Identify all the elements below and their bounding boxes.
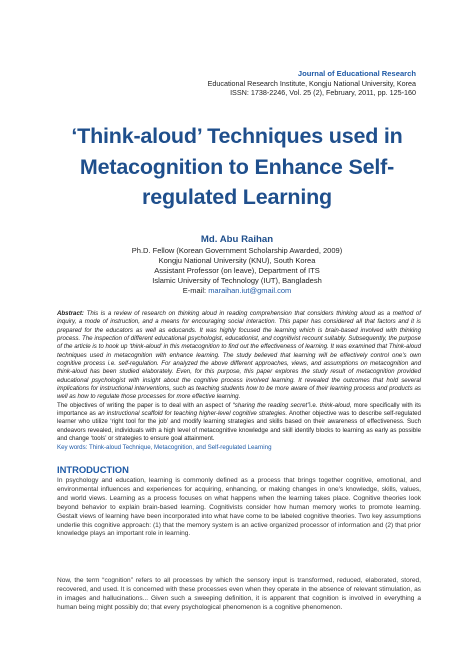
introduction-paragraph-1: In psychology and education, learning is commonly defined as a process that brings together cognitive, emotional, and environmental influences and experiences for acquiring, enhancing, or making changes in one’s knowledge, skills, values, and world views. Learning as a process focuses on what happens when the learning takes place. Cognitive theories look beyond behavior to explain brain-based learning. Cognitivists consider how human memory works to promote learning. Gestalt views of learning have been incorporated into what have come to be labeled cognitive theories. Two key assumptions underlie this cognitive approach: (1) that the memory system is an active organized processor of information and (2) that prior knowledge plays an important role in learning. <box>57 477 421 538</box>
journal-header <box>208 69 416 98</box>
objectives-text-c: i.e. <box>309 401 320 409</box>
objectives-text-e: , more specifically with its importance as <box>57 401 421 418</box>
introduction-heading: INTRODUCTION <box>57 464 129 475</box>
abstract-text: This is a review of research on thinking aloud in reading comprehension that considers thinking aloud as a method of inquiry, a mode of instruction, and a means for encouraging social interaction. This paper has considered all that factors and it is prepared for the educators as well as educands. It was highly focused the learning which is brain-based involved with thinking process. The inspection of different educational psychologist, educationist, and cognitivist recount suitably. Subsequently, the purpose of the article is to hook up ‘think-aloud’ in this metacognition to find out the effectiveness of learning. It was examined that Think-aloud techniques used in metacognition with enhance learning. The study believed that learning will be effectively control one’s own cognitive process i.e. self-regulation. For analyzed the above different approaches, views, and assumptions on metacognition and think-aloud has been studied elaborately. Even, for this purpose, this paper explores the study result of metacognition provided educational psychologist with insight about the cognitive process involved learning. It revealed the outcomes that hold several implications for instructional interventions, such as teaching students how to be more aware of their learning process and products as well as how to regulate those processes for more effective learning. <box>57 310 421 401</box>
author-affiliation-1: Ph.D. Fellow (Korean Government Scholarship Awarded, 2009) <box>131 246 343 255</box>
author-email-line <box>0 286 474 296</box>
objectives-text-d: think-aloud <box>319 401 350 409</box>
author-affiliation-2: Kongju National University (KNU), South Korea <box>158 256 316 265</box>
journal-issn: ISSN: 1738-2246, Vol. 25 (2), February, 2011, pp. 125-160 <box>230 88 416 98</box>
email-label: E-mail: <box>182 286 207 295</box>
journal-institute: Educational Research Institute, Kongju National University, Korea <box>207 78 416 88</box>
title-line-3: regulated Learning <box>142 185 332 209</box>
paper-title <box>40 121 434 213</box>
title-line-2: Metacognition to Enhance Self- <box>79 154 395 179</box>
keywords-text: Think-aloud Technique, Metacognition, and Self-regulated Learning <box>87 443 272 451</box>
author-block <box>0 233 474 296</box>
introduction-paragraph-2: Now, the term “cognition” refers to all processes by which the sensory input is transformed, reduced, elaborated, stored, recovered, and used. It is concerned with these processes even when they operate in the absence of relevant stimulation, as in images and hallucinations... Given such a sweeping definition, it is apparent that cognition is involved in everything a human being might possibly do; that every psychological phenomenon is a cognitive phenomenon. <box>57 577 421 611</box>
journal-name: Journal of Educational Research <box>297 69 416 78</box>
keywords-label: Key words: <box>57 443 88 451</box>
author-name: Md. Abu Raihan <box>200 234 274 245</box>
author-affiliation-3: Assistant Professor (on leave), Department of ITS <box>154 266 320 275</box>
email-link[interactable]: maraihan.iut@gmail.com <box>208 286 292 295</box>
objectives-text-a: The objectives of writing the paper is to deal with an aspect of <box>57 401 233 409</box>
abstract <box>57 310 421 452</box>
objectives-text-g: Another objective was to describe self-regulated learner who utilize ‘right tool for the job’ and modify learning strategies and skills based on their awareness of effectiveness. Such endeavors revealed, individuals with a high level of metacognitive knowledge and skill identify blocks to learning as early as possible and change ‘tools’ or strategies to ensure goal attainment. <box>57 410 422 443</box>
abstract-label: Abstract: <box>57 310 84 317</box>
title-line-1: ‘Think-aloud’ Techniques used in <box>71 124 403 148</box>
author-affiliation-4: Islamic University of Technology (IUT), Bangladesh <box>152 276 322 285</box>
objectives-text-f: an instructional scaffold for teaching higher-level cognitive strategies. <box>97 410 288 418</box>
objectives-text-b: “sharing the reading secret” <box>232 401 310 409</box>
